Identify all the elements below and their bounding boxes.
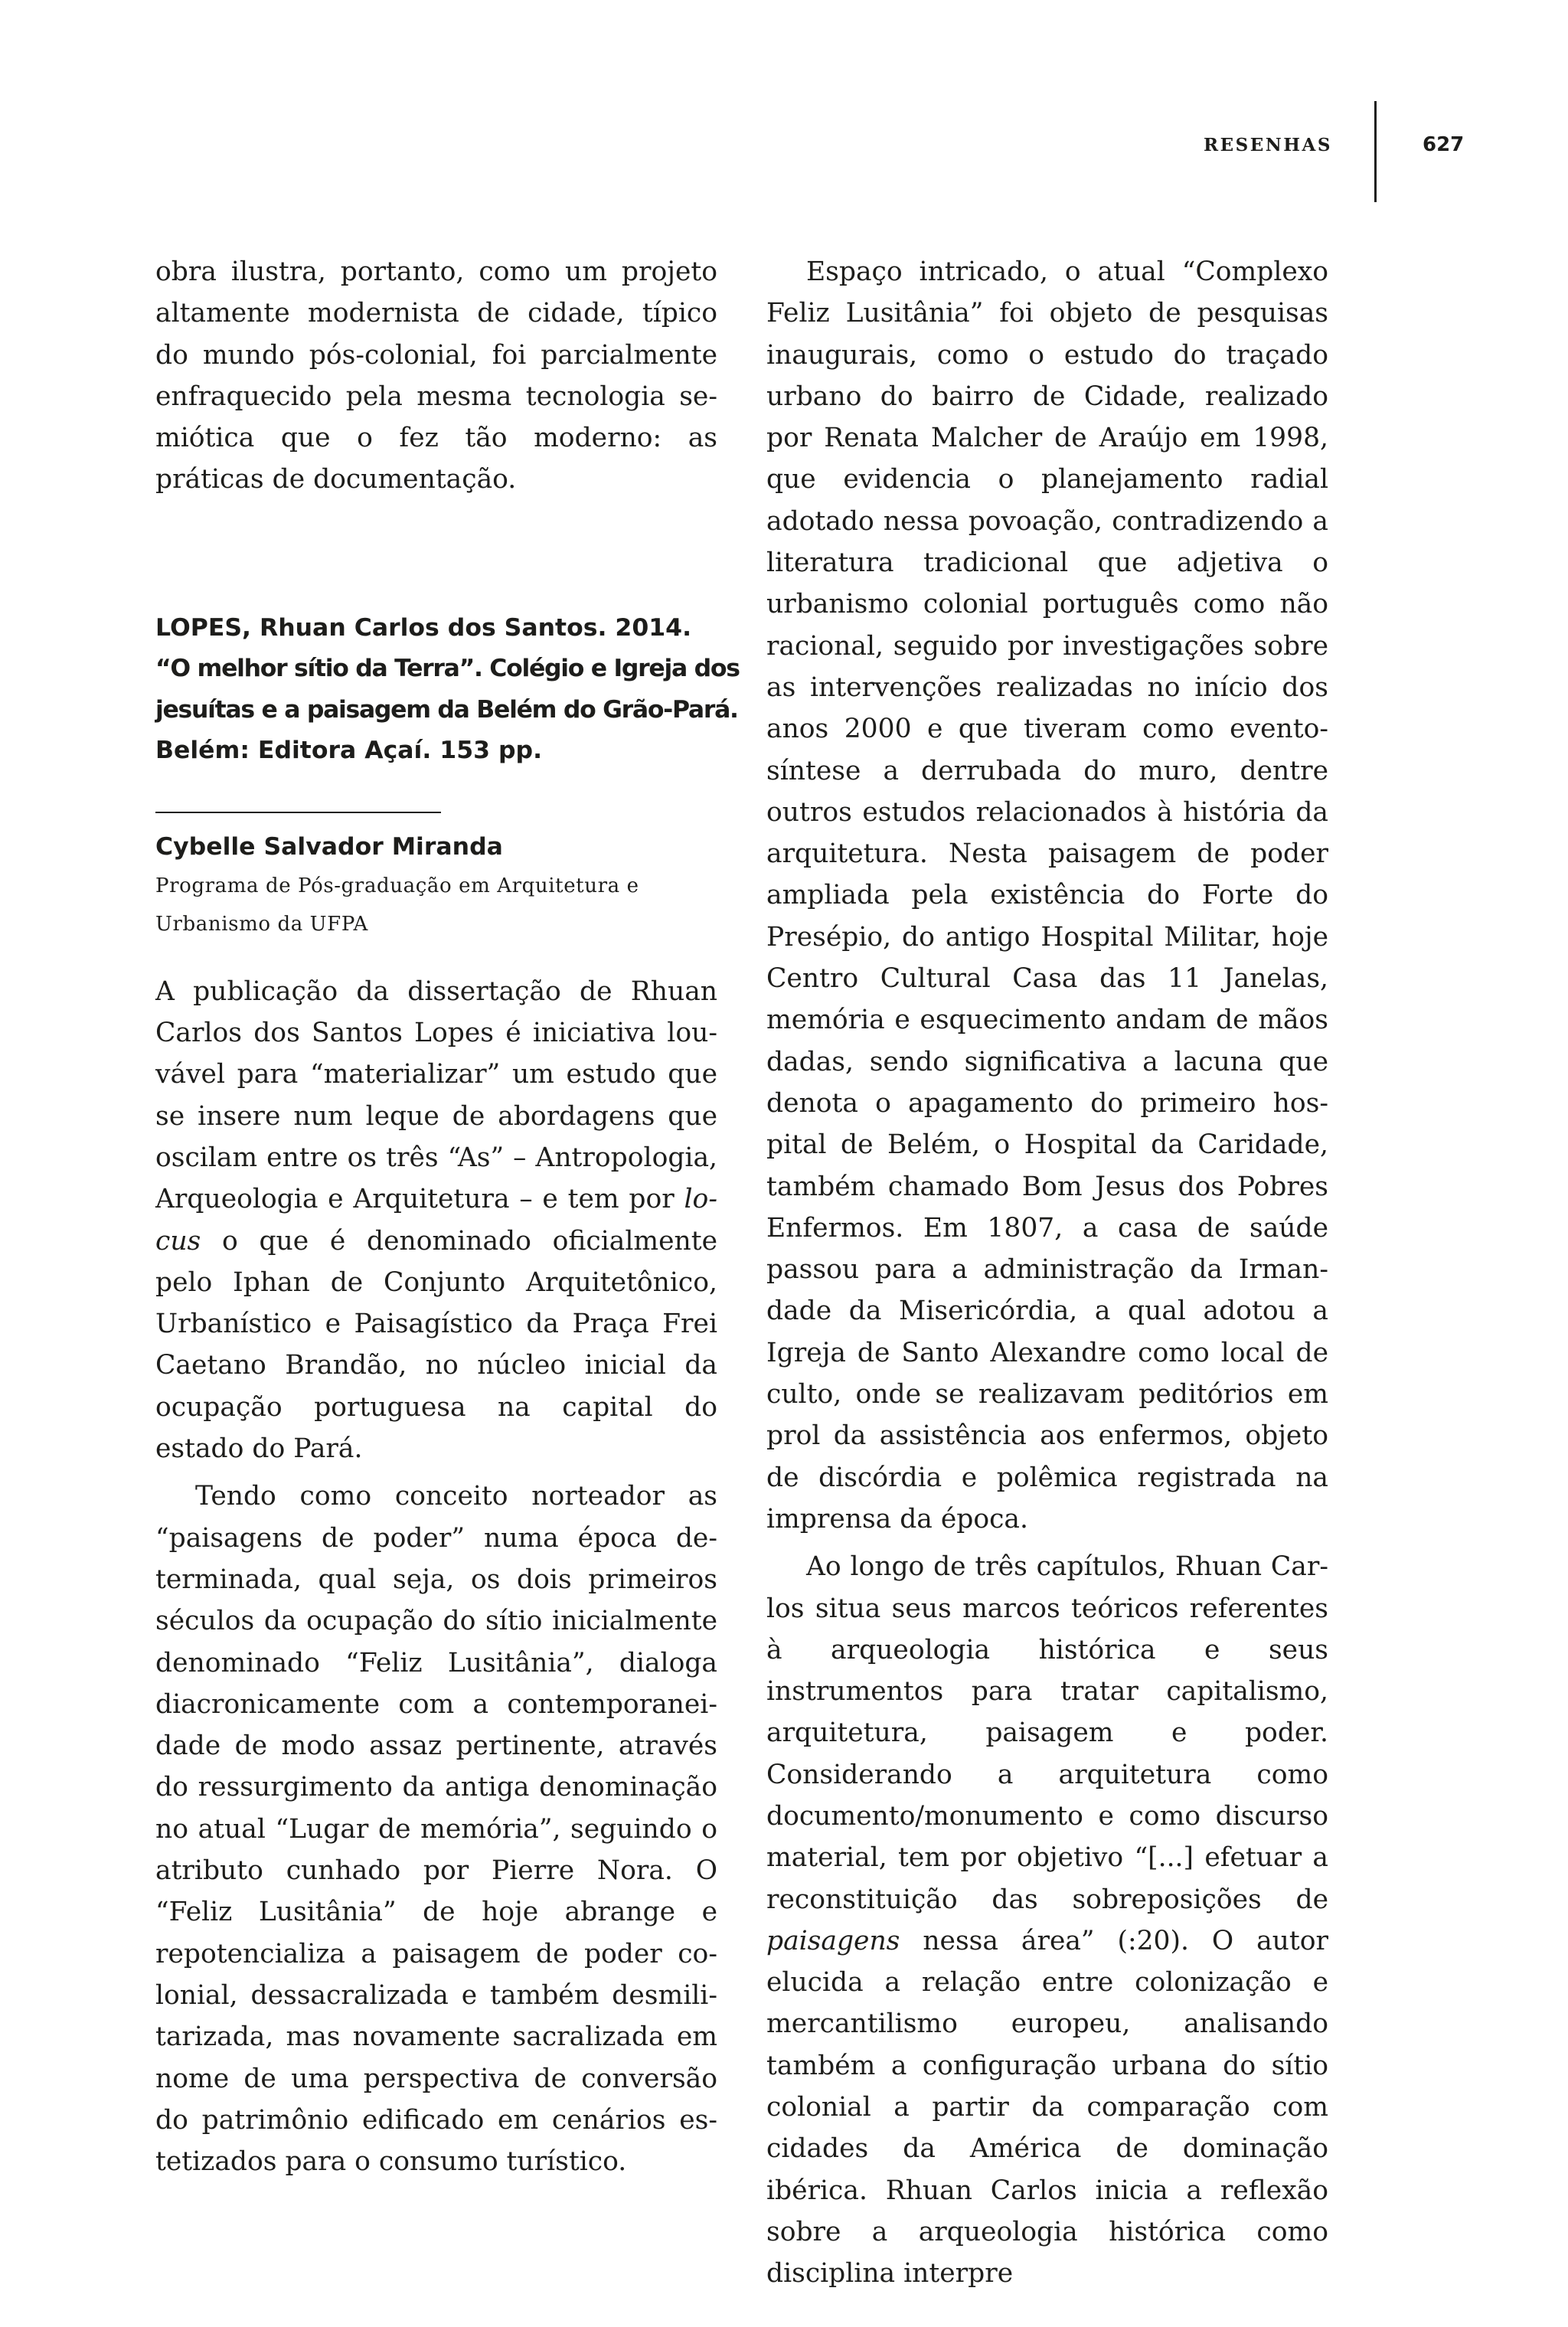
running-header-section: RESENHAS — [1204, 135, 1332, 155]
reference-line-3: jesuítas e a paisagem da Belém do Grão-Pará. — [155, 695, 738, 724]
review-paragraph-1-italic: locus — [155, 1184, 717, 1257]
reference-line-2: “O melhor sítio da Terra”. Colégio e Igreja dos — [155, 655, 740, 683]
affiliation-line-2: Urbanismo da UFPA — [155, 912, 368, 936]
review-paragraph-1 — [155, 971, 717, 1470]
review-body-left — [155, 971, 717, 2183]
review-paragraph-3: Espaço intricado, o atual “Complexo Feliz Lusitânia” foi objeto de pesquisas inaugurais, como o estudo do traçado urbano do bairro de Cidade, realizado por Renata Malcher de Araújo em 1998, que evidencia o planejamento radial adotado nessa povoação, contradizendo a literatura tradicional que adjetiva o urbanismo colonial português como não racional, seguido por investigações sobre as intervenções realizadas no início dos anos 2000 e que tiveram como evento-síntese a derrubada do muro, dentre outros estudos relacionados à história da arquitetura. Nesta paisagem de poder ampliada pela existência do Forte do Presépio, do antigo Hospital Militar, hoje Centro Cultural Casa das 11 Janelas, memória e esquecimento andam de mãos dadas, sendo significativa a lacuna que denota o apagamento do primeiro hospital de Belém, o Hospital da Caridade, também chamado Bom Jesus dos Pobres Enfermos. Em 1807, a casa de saúde passou para a administração da Irmandade da Misericórdia, a qual adotou a Igreja de Santo Alexandre como local de culto, onde se realizavam peditórios em prol da assistência aos enfermos, objeto de discórdia e polêmica registrada na imprensa da época. — [766, 257, 1328, 1534]
review-paragraph-1-text-b: o que é denominado oficialmente pelo Iphan de Conjunto Arquitetônico, Urbanístico e Paisagístico da Praça Frei Caetano Brandão, no núcleo inicial da ocupação portuguesa na capital do estado do Pará. — [155, 1225, 717, 1465]
reference-line-4: Belém: Editora Açaí. 153 pp. — [155, 737, 543, 765]
affiliation-line-1: Programa de Pós-graduação em Arquitetura e — [155, 874, 639, 897]
header-divider — [1374, 101, 1377, 202]
reference-line-1: LOPES, Rhuan Carlos dos Santos. 2014. — [155, 613, 692, 642]
review-paragraph-2: Tendo como conceito norteador as “paisagens de poder” numa época determinada, qual seja, os dois primeiros séculos da ocupação do sítio inicialmente denominado “Feliz Lusitânia”, dialoga diacronicamente com a contemporaneidade de modo assaz pertinente, através do ressurgimento da antiga denominação no atual “Lugar de memória”, seguindo o atributo cunhado por Pierre Nora. O “Feliz Lusitânia” de hoje abrange e repotencializa a paisagem de poder colonial, dessacralizada e também desmilitarizada, mas novamente sacralizada em nome de uma perspectiva de conversão do patrimônio edificado em cenários estetizados para o consumo turístico. — [155, 1481, 717, 2178]
reviewer-affiliation — [155, 867, 717, 943]
author-divider — [155, 812, 441, 813]
review-paragraph-4-text-a: Ao longo de três capítulos, Rhuan Carlos situa seus marcos teóricos referentes à arqueologia histórica e seus instrumentos para tratar capitalismo, arquitetura, paisagem e poder. Considerando a arquitetura como documento/monumento e como discurso material, tem por objetivo “[...] efetuar a reconstituição das sobreposições de — [766, 1551, 1328, 1915]
review-paragraph-1-text-a: A publicação da dissertação de Rhuan Carlos dos Santos Lopes é iniciativa louvável para “materializar” um estudo que se insere num leque de abordagens que oscilam entre os três “As” – Antropologia, Arqueologia e Arquitetura – e tem por — [155, 976, 717, 1215]
intro-paragraph: obra ilustra, portanto, como um projeto altamente modernista de cidade, típico do mundo pós-colonial, foi parcialmente enfraquecido pela mesma tecnologia semiótica que o fez tão moderno: as práticas de documentação. — [155, 257, 717, 495]
book-reference — [155, 608, 740, 772]
right-column — [766, 251, 1328, 2295]
review-paragraph-4 — [766, 1546, 1328, 2294]
left-column — [155, 251, 740, 2182]
page-number: 627 — [1423, 133, 1465, 156]
review-paragraph-4-text-b: nessa área” (:20). O autor elucida a relação entre colonização e mercantilismo europeu, analisando também a configuração urbana do sítio colonial a partir da comparação com cidades da América de dominação ibérica. Rhuan Carlos inicia a reflexão sobre a arqueologia histórica como disciplina interpre — [766, 1925, 1328, 2289]
review-paragraph-4-italic: paisagens — [766, 1925, 900, 1956]
reviewer-name: Cybelle Salvador Miranda — [155, 832, 503, 861]
